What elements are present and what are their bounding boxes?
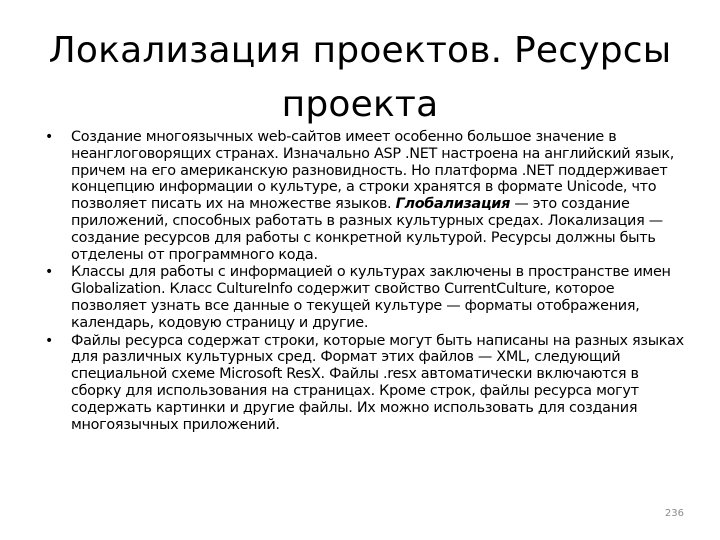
bullet-emphasis: Глобализация [395,196,511,213]
bullet-list [45,129,685,434]
bullet-icon: • [45,264,53,281]
bullet-text: Файлы ресурса содержат строки, которые могут быть написаны на разных языках для различных культурных сред. Формат этих файлов — XML, следующий специальной схеме Microsoft ResX. Файлы .resx автоматически включаются в сборку для использования на страницах. Кроме строк, файлы ресурса могут содержать картинки и другие файлы. Их можно использовать для создания многоязычных приложений. [71,332,684,433]
bullet-text: — это создание приложений, способных работать в разных культурных средах. Локализация — создание ресурсов для работы с конкретной культурой. Ресурсы должны быть отделены от программного кода. [71,196,663,263]
bullet-item-globalization [45,129,685,263]
bullet-text: Классы для работы с информацией о культурах заключены в пространстве имен Globalization. Класс CultureInfo содержит свойство CurrentCulture, которое позволяет узнать все данные о текущей культуре — форматы отображения, календарь, кодовую страницу и другие. [71,264,671,331]
bullet-text: Создание многоязычных web-сайтов имеет особенно большое значение в неанглоговорящих странах. Изначально ASP .NET настроена на английский язык, причем на его американскую разновидность. Но платформа .NET поддерживает концепцию информации о культуре, а строки хранятся в формате Unicode, что позволяет писать их на множестве языков. [71,129,675,213]
slide-title: Локализация проектов. Ресурсы проекта [48,30,672,125]
bullet-item-resource-files [45,333,685,434]
bullet-icon: • [45,129,53,145]
bullet-item-cultureinfo [45,264,685,331]
bullet-icon: • [45,332,53,349]
slide-number: 236 [664,508,684,519]
